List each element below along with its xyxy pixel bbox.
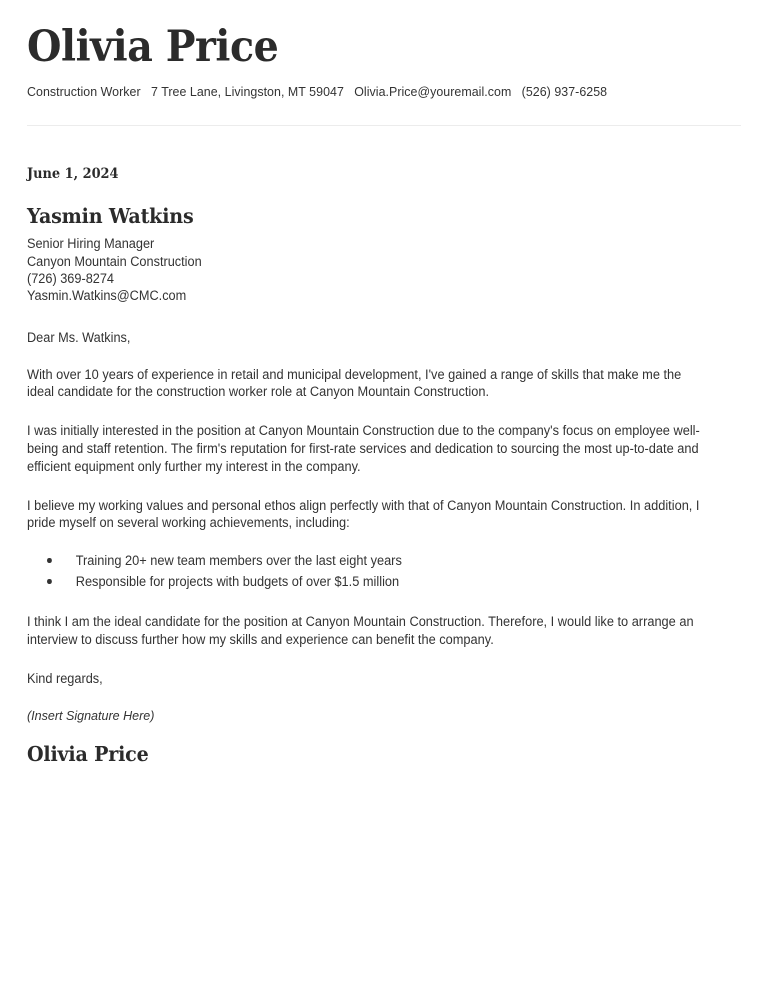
recipient-details (27, 235, 733, 304)
list-item-label: Training 20+ new team members over the last eight years (75, 553, 402, 569)
header-divider (27, 125, 741, 126)
contact-address: 7 Tree Lane, Livingston, MT 59047 (150, 84, 344, 100)
contact-phone[interactable]: (526) 937-6258 (521, 84, 608, 100)
body-paragraph-3: I believe my working values and personal ethos align perfectly with that of Canyon Mountain Construction. In addition, I pride myself on several working achievements, including: (27, 497, 700, 531)
recipient-phone: (726) 369-8274 (27, 271, 114, 287)
list-item (27, 550, 701, 571)
sign-off: Kind regards, (27, 670, 103, 686)
bullet-dot-icon (47, 579, 51, 584)
achievements-list (27, 550, 733, 592)
bullet-dot-icon (47, 558, 51, 563)
list-item (27, 571, 701, 592)
contact-job-title: Construction Worker (27, 84, 141, 100)
body-paragraph-1: With over 10 years of experience in retail and municipal development, I've gained a range of skills that make me the ideal candidate for the construction worker role at Canyon Mountain Construction. (27, 366, 682, 400)
list-item-label: Responsible for projects with budgets of over $1.5 million (75, 574, 400, 590)
recipient-title: Senior Hiring Manager (27, 236, 155, 252)
letter-date: June 1, 2024 (27, 166, 119, 183)
signature-placeholder: (Insert Signature Here) (27, 707, 155, 723)
page-title: Olivia Price (27, 22, 279, 72)
recipient-email: Yasmin.Watkins@CMC.com (27, 288, 187, 304)
letter-body (0, 166, 768, 765)
body-paragraph-2: I was initially interested in the position at Canyon Mountain Construction due to the company's focus on employee well-being and staff retention. The firm's reputation for first-rate services and dedication to sourcing the most up-to-date and efficient equipment only further my interest in the company. (27, 423, 700, 474)
salutation: Dear Ms. Watkins, (27, 329, 131, 345)
letter-header (0, 0, 768, 126)
contact-info-line (27, 84, 698, 99)
contact-email[interactable]: Olivia.Price@youremail.com (354, 84, 512, 100)
recipient-name: Yasmin Watkins (27, 204, 194, 229)
recipient-company: Canyon Mountain Construction (27, 253, 202, 269)
signature-name: Olivia Price (27, 741, 149, 766)
closing-paragraph: I think I am the ideal candidate for the position at Canyon Mountain Construction. Therefore, I would like to arrange an interview to discuss further how my skills and experience can benefit the company. (27, 614, 694, 647)
